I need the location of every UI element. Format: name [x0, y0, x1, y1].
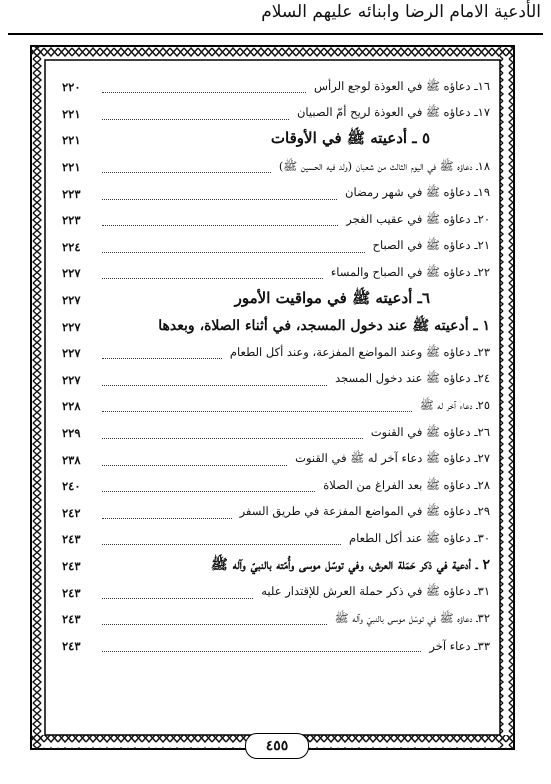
- toc-entry-page: ٢٢٤: [62, 239, 81, 254]
- toc-entry: [62, 393, 490, 420]
- toc-entry-page: ٢٤٢: [62, 505, 81, 520]
- toc-entry-page: ٢٢٧: [62, 346, 81, 361]
- dot-leader: [102, 480, 315, 492]
- toc-entry-page: ٢٢٠: [62, 80, 81, 95]
- toc-entry-title: ٢٨ـ دعاؤه ﷺ بعد الفراغ من الصلاة: [319, 478, 490, 495]
- toc-entry-title: ٣٢ـ دعاؤه ﷺ في توسّل موسى بالنبيّ وآله ﷺ: [331, 611, 490, 628]
- toc-entry: [62, 340, 490, 367]
- toc-entry-page: ٢٤٣: [62, 612, 81, 627]
- dot-leader: [102, 454, 287, 466]
- toc-entry: [62, 180, 490, 207]
- toc-entry-title: ٣٣ـ دعاء آخر: [425, 639, 490, 653]
- toc-entry-title: ٢٧ـ دعاؤه ﷺ دعاء آخر له ﷺ في القنوت: [291, 451, 490, 468]
- toc-entry: [62, 553, 490, 580]
- dot-leader: [102, 533, 341, 545]
- dot-leader: [102, 108, 289, 120]
- toc-entry: [62, 367, 490, 394]
- toc-entry-title: ٢٠ـ دعاؤه ﷺ في عقيب الفجر: [342, 212, 490, 229]
- dot-leader: [102, 374, 327, 386]
- toc-entry: [62, 154, 490, 181]
- toc-entry-page: ٢٢٣: [62, 213, 81, 228]
- toc-entry-title: ٥ ـ أدعيته ﷺ في الأوقات: [267, 129, 430, 151]
- toc-entry-page: ٢٢٩: [62, 426, 81, 441]
- toc-entry-title: ٣١ـ دعاؤه ﷺ في ذكر حملة العرش للإقتدار عليه: [257, 584, 490, 601]
- dot-leader: [102, 214, 338, 226]
- header-rule: [8, 33, 543, 35]
- toc-entry-page: ٢٢٧: [62, 372, 81, 387]
- page-number: ٤٥٥: [245, 733, 309, 759]
- toc-entry: [62, 313, 490, 340]
- dot-leader: [102, 640, 421, 652]
- toc-entry: [62, 287, 490, 314]
- toc-entry-title: ٢٢ـ دعاؤه ﷺ في الصباح والمساء: [327, 265, 490, 282]
- dot-leader: [102, 507, 232, 519]
- dot-leader: [102, 613, 327, 625]
- dot-leader: [102, 241, 365, 253]
- toc-entry-page: ٢٢٧: [62, 293, 81, 308]
- table-of-contents: [62, 74, 490, 659]
- toc-entry-page: ٢٢١: [62, 133, 81, 148]
- toc-entry-page: ٢٢١: [62, 160, 81, 175]
- dot-leader: [102, 188, 337, 200]
- toc-entry-title: ٢٤ـ دعاؤه ﷺ عند دخول المسجد: [331, 371, 490, 388]
- toc-entry-title: ١٧ـ دعاؤه ﷺ في العوذة لريح أمّ الصبيان: [293, 105, 490, 122]
- toc-entry-page: ٢٢٧: [62, 266, 81, 281]
- toc-entry-title: ١٨ـ دعاؤه ﷺ في اليوم الثالث من شعبان (ولد فيه الحسين ﷺ): [275, 159, 490, 176]
- toc-entry: [62, 526, 490, 553]
- toc-entry-page: ٢٢٣: [62, 186, 81, 201]
- toc-entry-page: ٢٣٨: [62, 452, 81, 467]
- toc-entry-title: ٢٥ـ دعاء آخر له ﷺ: [416, 398, 490, 415]
- page-header: [0, 0, 551, 40]
- toc-entry: [62, 74, 490, 101]
- toc-entry: [62, 234, 490, 261]
- toc-entry: [62, 446, 490, 473]
- toc-entry-title: ٢٦ـ دعاؤه ﷺ في القنوت: [367, 425, 490, 442]
- toc-entry-page: ٢٤٣: [62, 638, 81, 653]
- toc-entry-title: ٢١ـ دعاؤه ﷺ في الصباح: [369, 238, 490, 255]
- toc-entry-title: ٢٩ـ دعاؤه ﷺ في المواضع المفزعة في طريق السفر: [236, 504, 490, 521]
- toc-entry-page: ٢٤٣: [62, 532, 81, 547]
- toc-entry: [62, 101, 490, 128]
- toc-entry-page: ٢٤٠: [62, 479, 81, 494]
- toc-entry-page: ٢٢١: [62, 106, 81, 121]
- dot-leader: [102, 161, 271, 173]
- dot-leader: [102, 347, 222, 359]
- dot-leader: [102, 81, 306, 93]
- toc-entry-page: ٢٢٨: [62, 399, 81, 414]
- toc-entry: [62, 207, 490, 234]
- toc-entry-page: ٢٤٣: [62, 585, 81, 600]
- toc-entry: [62, 606, 490, 633]
- toc-entry-title: ١٩ـ دعاؤه ﷺ في شهر رمضان: [341, 185, 490, 202]
- toc-entry: [62, 579, 490, 606]
- toc-entry: [62, 473, 490, 500]
- dot-leader: [102, 400, 412, 412]
- toc-entry: [62, 500, 490, 527]
- toc-entry-page: ٢٢٧: [62, 319, 81, 334]
- toc-entry-page: ٢٤٣: [62, 558, 81, 573]
- toc-entry: [62, 420, 490, 447]
- toc-entry: [62, 260, 490, 287]
- toc-entry-title: ٦ـ أدعيته ﷺ في مواقيت الأمور: [231, 289, 430, 311]
- dot-leader: [102, 427, 363, 439]
- running-title: الأدعية الامام الرضا وابنائه عليهم السلام: [261, 2, 541, 22]
- toc-entry-title: ١ ـ أدعيته ﷺ عند دخول المسجد، في أثناء الصلاة، وبعدها: [154, 317, 490, 337]
- toc-entry: [62, 127, 490, 154]
- dot-leader: [102, 267, 323, 279]
- toc-entry-title: ٢ ـ أدعية في ذكر حَمَلة العرش، وفي توسّل موسى وأُمّته بالنبيّ وآله ﷺ: [207, 556, 490, 576]
- toc-entry-title: ٢٣ـ دعاؤه ﷺ وعند المواضع المفزعة، وعند أكل الطعام: [226, 345, 490, 362]
- toc-entry-title: ٣٠ـ دعاؤه ﷺ عند أكل الطعام: [345, 531, 490, 548]
- dot-leader: [102, 587, 253, 599]
- toc-entry-title: ١٦ـ دعاؤه ﷺ في العوذة لوجع الرأس: [310, 79, 490, 96]
- toc-entry: [62, 632, 490, 659]
